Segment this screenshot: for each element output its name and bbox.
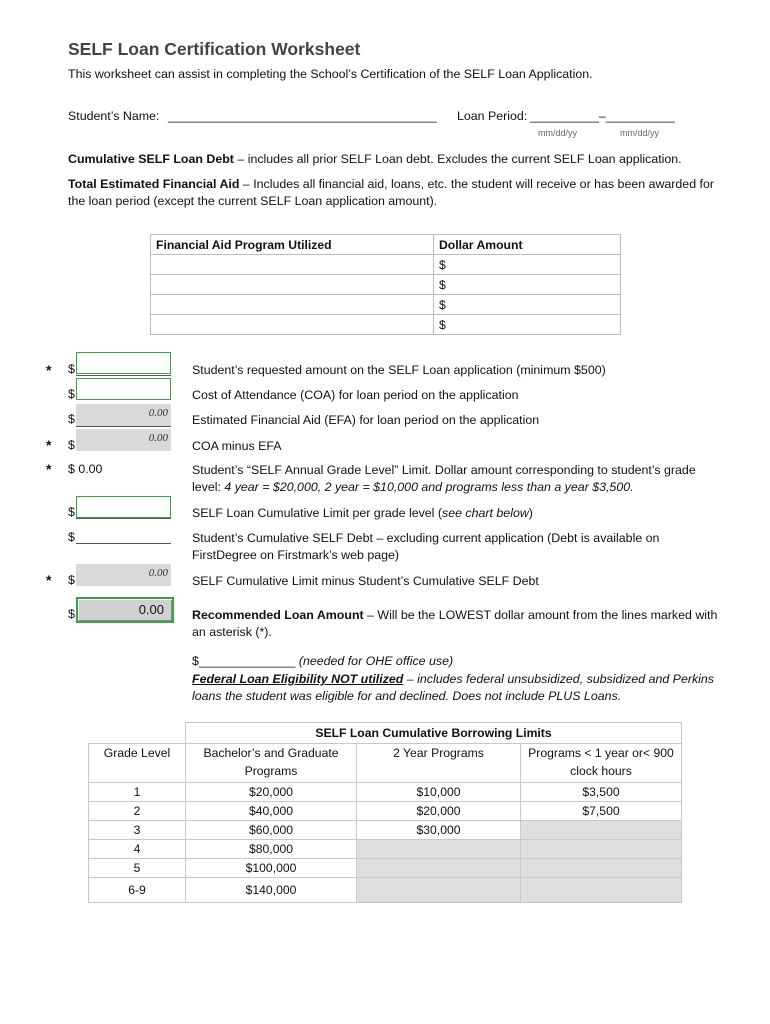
asterisk-marker: * [46, 461, 52, 477]
asterisk-marker: * [46, 572, 52, 588]
underline [76, 375, 171, 376]
federal-term: Federal Loan Eligibility NOT utilized [192, 672, 404, 686]
efa-label: Estimated Financial Aid (EFA) for loan period on the application [192, 413, 540, 427]
amount-cell[interactable]: $ [434, 255, 621, 275]
table-row [89, 821, 682, 840]
limit-cell: $20,000 [186, 783, 357, 802]
coa-minus-efa-value: 0.00 [148, 432, 168, 444]
date-hint-start: mm/dd/yy [538, 128, 578, 138]
limit-cell: $20,000 [357, 802, 521, 821]
table-header-row [89, 744, 682, 783]
grade-cell: 1 [89, 783, 186, 802]
table-row [89, 878, 682, 903]
table-row [89, 783, 682, 802]
cumulative-debt-label-2: FirstDegree on Firstmark’s web page) [192, 548, 400, 562]
limit-cell: $60,000 [186, 821, 357, 840]
grade-cell: 3 [89, 821, 186, 840]
amount-cell[interactable]: $ [434, 275, 621, 295]
annual-limit-text: Student’s “SELF Annual Grade Level” Limit. Dollar amount corresponding to student’s grade level: [192, 463, 696, 494]
currency-sign: $ [68, 607, 75, 621]
program-cell[interactable] [151, 295, 434, 315]
empty-cell [357, 878, 521, 903]
limit-minus-debt-field [76, 564, 171, 586]
table-header-row [151, 235, 621, 255]
grade-cell: 4 [89, 840, 186, 859]
empty-cell [521, 859, 682, 878]
loan-period-label: Loan Period: [457, 109, 528, 123]
asterisk-marker: * [46, 437, 52, 453]
grade-cell: 5 [89, 859, 186, 878]
underline [76, 518, 171, 519]
intro-text: This worksheet can assist in completing the School’s Certification of the SELF Loan Application. [68, 67, 593, 81]
recommended-amount-field [76, 597, 174, 623]
efa-value: 0.00 [148, 407, 168, 419]
currency-sign: $ [68, 412, 75, 426]
empty-cell [357, 859, 521, 878]
federal-note [192, 671, 727, 705]
definition-term: Cumulative SELF Loan Debt [68, 152, 234, 166]
label-text: ) [528, 506, 533, 520]
student-name-label: Student’s Name: [68, 109, 160, 123]
ohe-field[interactable]: $______________ [192, 654, 296, 668]
cumulative-debt-field[interactable] [76, 543, 171, 544]
recommended-term: Recommended Loan Amount [192, 608, 364, 622]
column-header: Dollar Amount [434, 235, 621, 255]
definition-term: Total Estimated Financial Aid [68, 177, 240, 191]
limit-cell: $140,000 [186, 878, 357, 903]
definition-total-aid [68, 176, 728, 210]
annual-limit-amount: $ 0.00 [68, 462, 103, 476]
limit-cell: $100,000 [186, 859, 357, 878]
asterisk-marker: * [46, 362, 52, 378]
recommended-amount-label [192, 607, 727, 641]
coa-input[interactable] [76, 378, 171, 400]
annual-limit-label [192, 462, 722, 496]
underline [76, 426, 171, 427]
table-row [151, 315, 621, 335]
coa-label: Cost of Attendance (COA) for loan period on the application [192, 388, 519, 402]
program-cell[interactable] [151, 275, 434, 295]
page-title: SELF Loan Certification Worksheet [68, 39, 361, 59]
limits-table-title: SELF Loan Cumulative Borrowing Limits [186, 723, 682, 744]
empty-cell [521, 840, 682, 859]
annual-limit-values: 4 year = $20,000, 2 year = $10,000 and programs less than a year $3,500. [224, 480, 634, 494]
cumulative-limit-label [192, 505, 533, 522]
limit-cell: $30,000 [357, 821, 521, 840]
limit-minus-debt-value: 0.00 [148, 567, 168, 579]
efa-field [76, 404, 171, 426]
loan-period-field[interactable]: __________–__________ [530, 109, 675, 123]
amount-cell[interactable]: $ [434, 295, 621, 315]
requested-amount-label: Student’s requested amount on the SELF Loan application (minimum $500) [192, 363, 606, 377]
student-name-field[interactable]: _______________________________________ [168, 109, 437, 123]
table-title-row [89, 723, 682, 744]
limit-cell: $40,000 [186, 802, 357, 821]
blank-cell [89, 723, 186, 744]
table-row [89, 859, 682, 878]
cumulative-limit-input[interactable] [76, 496, 171, 518]
empty-cell [357, 840, 521, 859]
definition-cumulative-debt [68, 151, 728, 168]
empty-cell [521, 821, 682, 840]
column-header: 2 Year Programs [357, 744, 521, 783]
empty-cell [521, 878, 682, 903]
grade-cell: 2 [89, 802, 186, 821]
limit-cell: $80,000 [186, 840, 357, 859]
financial-aid-table [150, 234, 621, 335]
currency-sign: $ [68, 387, 75, 401]
grade-cell: 6-9 [89, 878, 186, 903]
column-header: Financial Aid Program Utilized [151, 235, 434, 255]
table-row [89, 840, 682, 859]
column-header: Bachelor’s and Graduate Programs [186, 744, 357, 783]
recommended-text: – Will be the LOWEST dollar amount from the lines marked with an asterisk (*). [192, 608, 718, 639]
definition-text: – Includes all financial aid, loans, etc. the student will receive or has been awarded for the loan period (except the current SELF Loan application amount). [68, 177, 714, 208]
program-cell[interactable] [151, 315, 434, 335]
limit-minus-debt-label: SELF Cumulative Limit minus Student’s Cumulative SELF Debt [192, 574, 539, 588]
currency-sign: $ [68, 362, 75, 376]
currency-sign: $ [68, 438, 75, 452]
label-text: SELF Loan Cumulative Limit per grade level ( [192, 506, 442, 520]
limit-cell: $10,000 [357, 783, 521, 802]
requested-amount-input[interactable] [76, 352, 171, 374]
ohe-note: (needed for OHE office use) [295, 654, 454, 668]
see-chart-link: see chart below [442, 506, 529, 520]
currency-sign: $ [68, 573, 75, 587]
coa-minus-efa-field [76, 429, 171, 451]
definition-text: – includes all prior SELF Loan debt. Excludes the current SELF Loan application. [233, 152, 682, 166]
borrowing-limits-table [88, 722, 682, 903]
federal-text: – includes federal unsubsidized, subsidized and Perkins loans the student was eligible for and declined. Does not include PLUS Loans. [192, 672, 715, 703]
program-cell[interactable] [151, 255, 434, 275]
table-row [89, 802, 682, 821]
date-hint-end: mm/dd/yy [620, 128, 660, 138]
table-row [151, 275, 621, 295]
recommended-amount-value: 0.00 [138, 602, 164, 617]
column-header: Programs < 1 year or< 900 clock hours [521, 744, 682, 783]
table-row [151, 295, 621, 315]
limit-cell: $7,500 [521, 802, 682, 821]
coa-minus-efa-label: COA minus EFA [192, 439, 282, 453]
ohe-line [192, 653, 453, 670]
limit-cell: $3,500 [521, 783, 682, 802]
currency-sign: $ [68, 505, 75, 519]
table-row [151, 255, 621, 275]
cumulative-debt-label-1: Student’s Cumulative SELF Debt – excluding current application (Debt is available on [192, 531, 660, 545]
currency-sign: $ [68, 530, 75, 544]
amount-cell[interactable]: $ [434, 315, 621, 335]
column-header: Grade Level [89, 744, 186, 783]
